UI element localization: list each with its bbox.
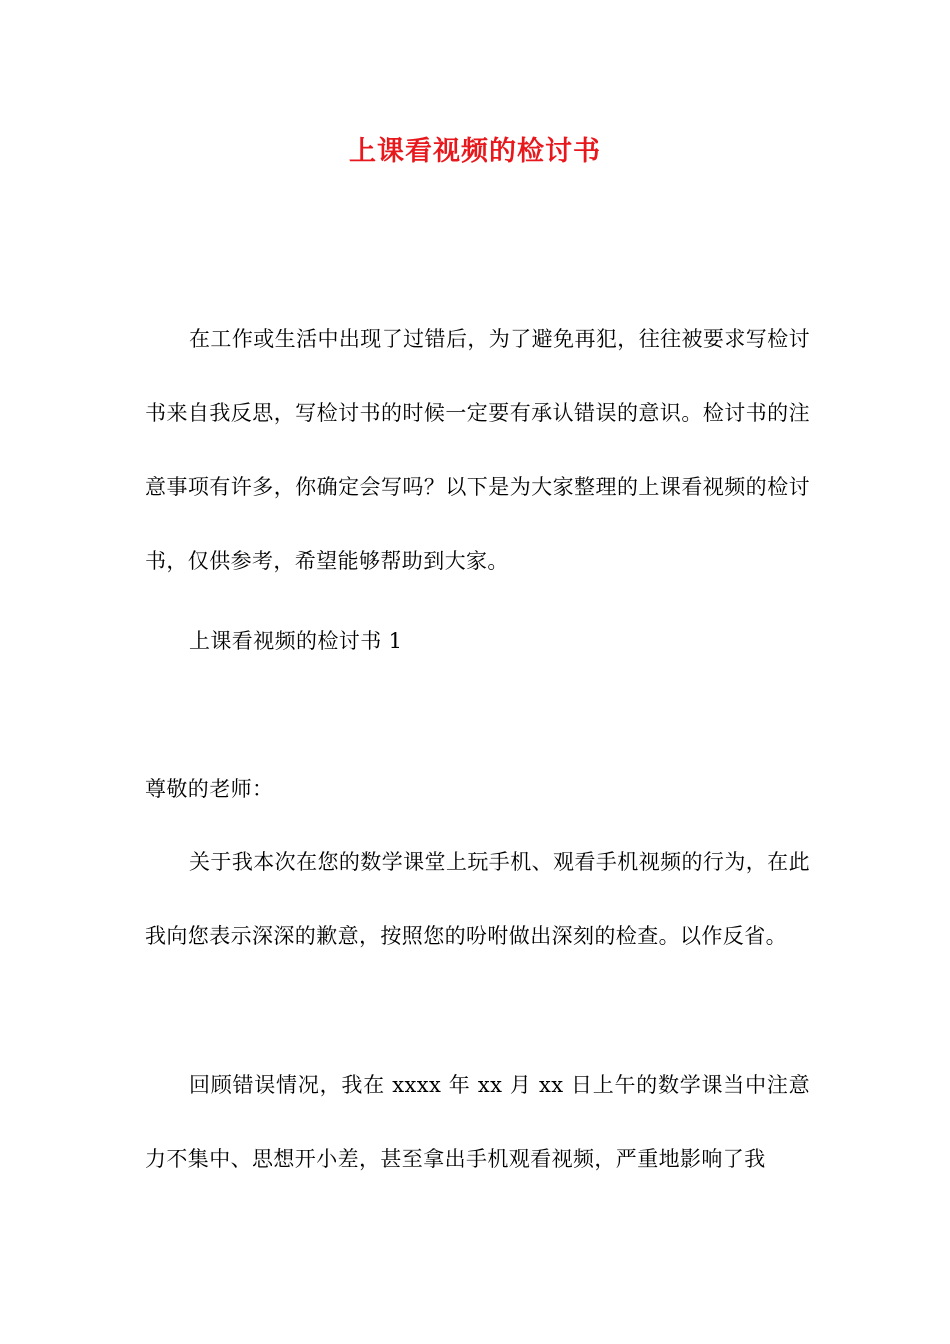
salutation: 尊敬的老师： bbox=[145, 777, 274, 801]
intro-paragraph: 在工作或生活中出现了过错后，为了避免再犯，往往被要求写检讨书来自我反思，写检讨书的时候一定要有承认错误的意识。检讨书的注意事项有许多，你确定会写吗？以下是为大家整理的上课看视频的检讨书，仅供参考，希望能够帮助到大家。 bbox=[145, 327, 810, 573]
document-title: 上课看视频的检讨书 bbox=[349, 136, 601, 167]
body-paragraph-1: 关于我本次在您的数学课堂上玩手机、观看手机视频的行为，在此我向您表示深深的歉意，按照您的吩咐做出深刻的检查。以作反省。 bbox=[145, 850, 810, 948]
body-paragraph-2: 回顾错误情况，我在 xxxx 年 xx 月 xx 日上午的数学课当中注意力不集中、思想开小差，甚至拿出手机观看视频，严重地影响了我 bbox=[145, 1073, 810, 1171]
section-heading: 上课看视频的检讨书 1 bbox=[189, 629, 403, 653]
